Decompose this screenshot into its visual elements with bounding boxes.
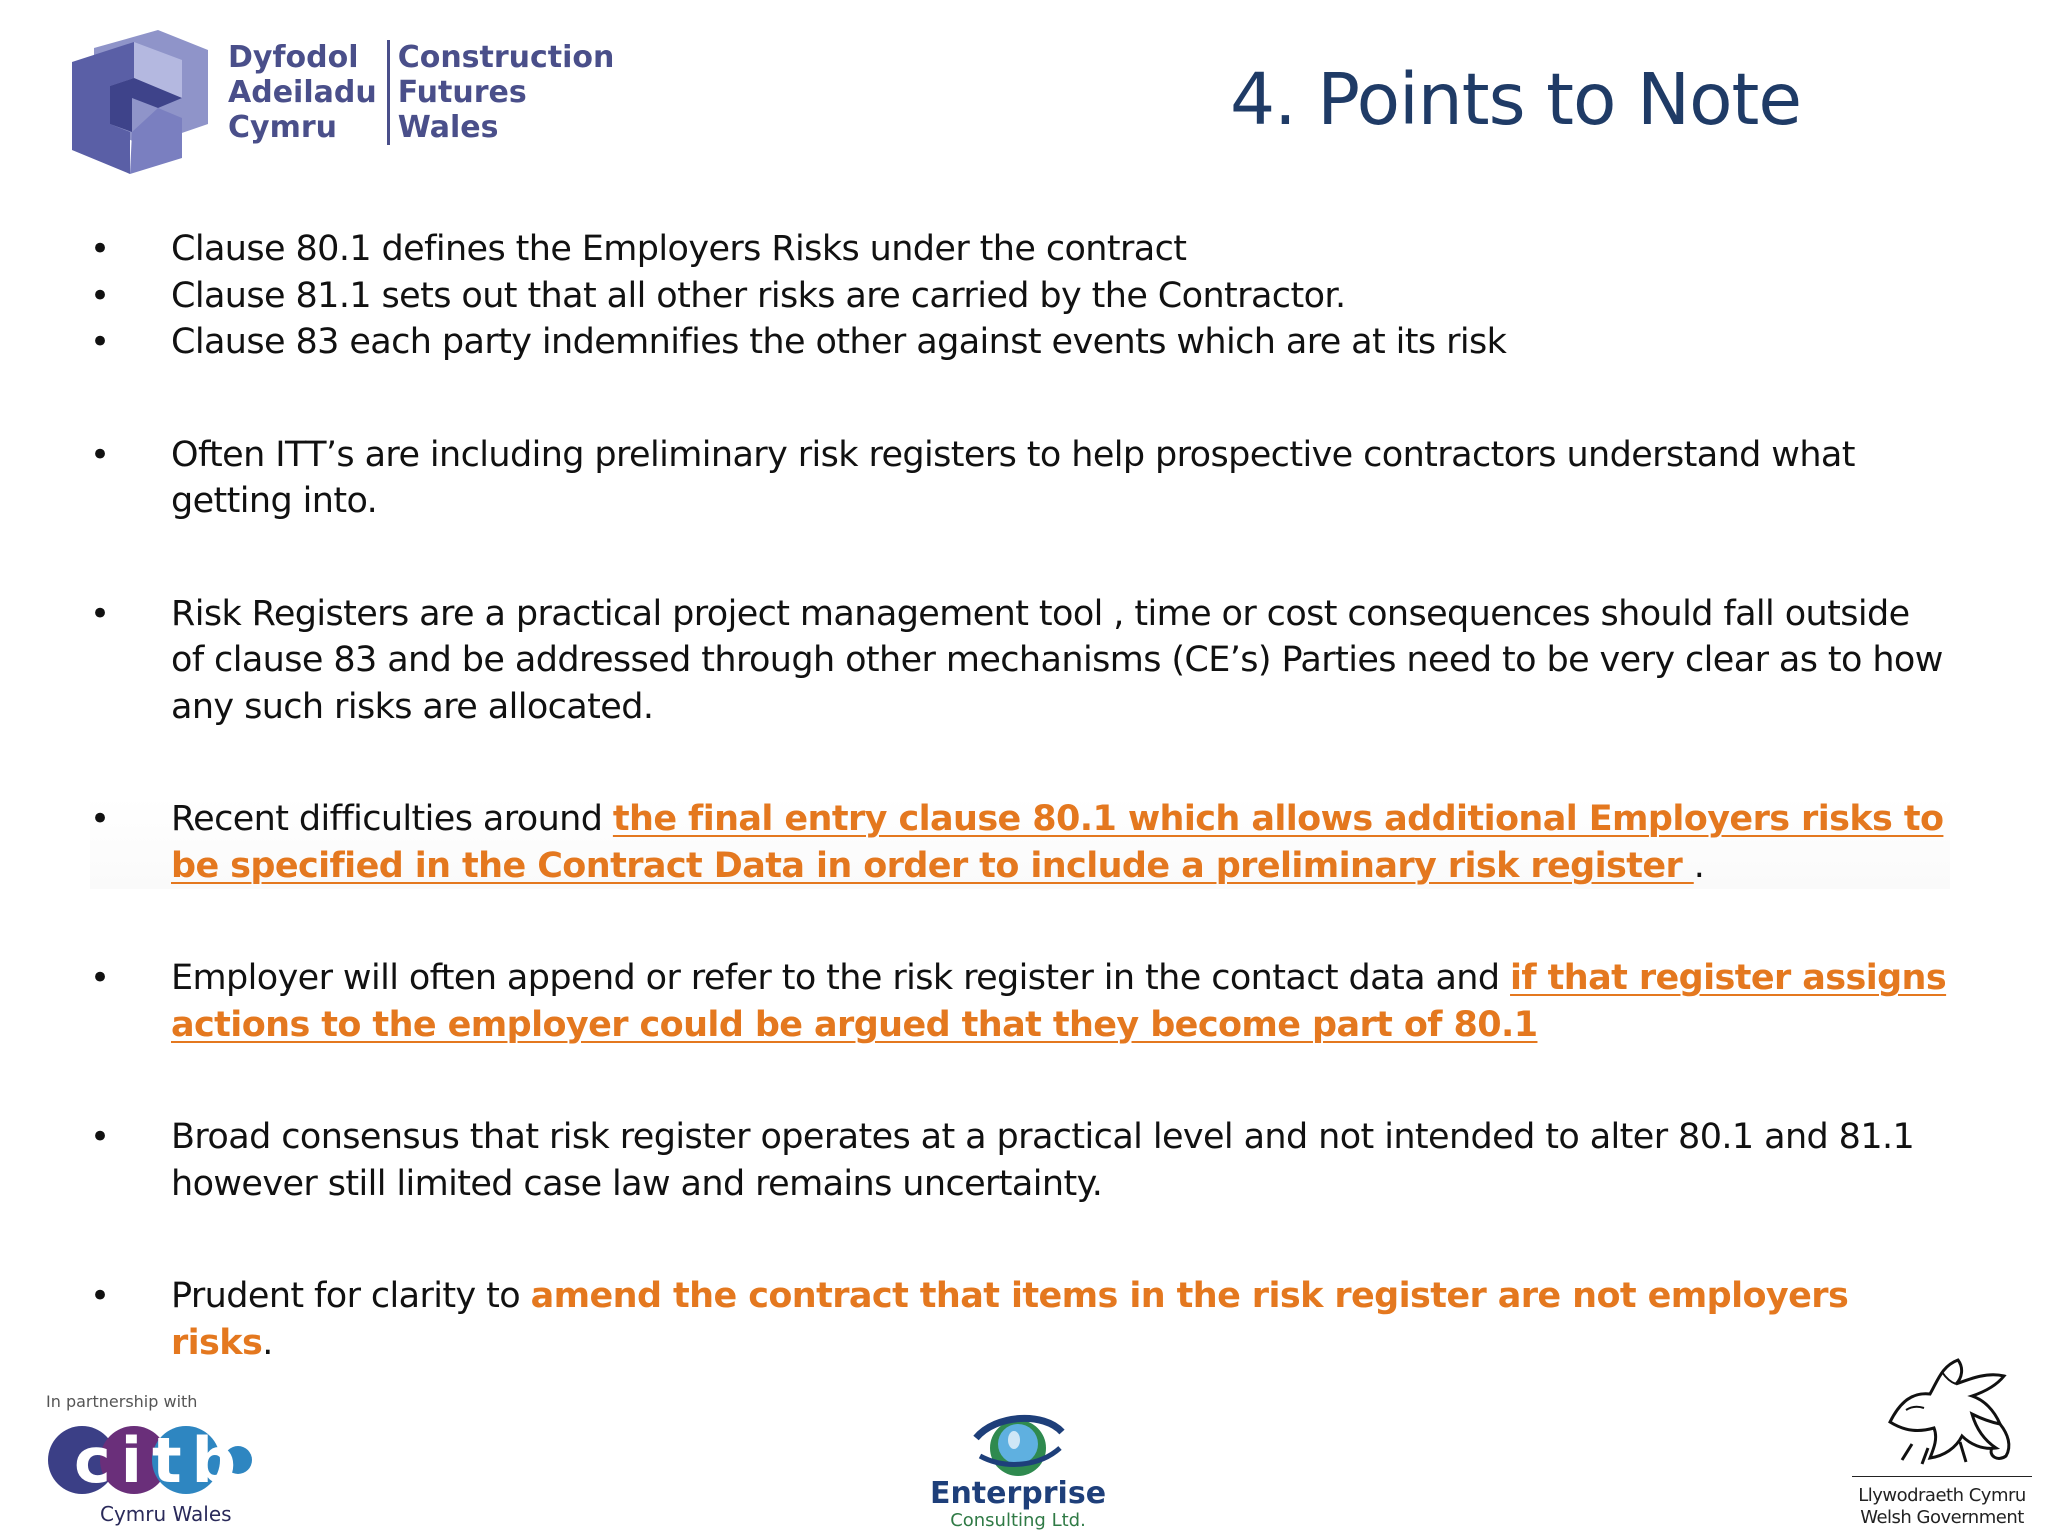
logo-english-line: Futures xyxy=(397,75,527,110)
bullet-item xyxy=(90,226,1950,273)
enterprise-subtitle: Consulting Ltd. xyxy=(950,1510,1086,1531)
welsh-gov-line-welsh: Llywodraeth Cymru xyxy=(1852,1476,2032,1506)
enterprise-name: Enterprise xyxy=(929,1476,1107,1511)
highlighted-text: if that register assigns actions to the employer could be argued that they become part of 80.1 xyxy=(171,958,1947,1045)
logo-english-line: Construction xyxy=(397,40,615,75)
highlighted-text: amend the contract that items in the risk register are not employers risks xyxy=(171,1276,1849,1363)
logo-welsh-line: Dyfodol xyxy=(228,40,359,75)
bullet-text: Broad consensus that risk register operates at a practical level and not intended to alter 80.1 and 81.1 however still limited case law and remains uncertainty. xyxy=(171,1117,1915,1204)
bullet-text: Clause 81.1 sets out that all other risks are carried by the Contractor. xyxy=(171,275,1346,316)
bullet-item xyxy=(90,796,1950,889)
bullet-text: . xyxy=(262,1322,273,1363)
citb-wordmark: citb xyxy=(74,1424,247,1497)
bullet-text: Risk Registers are a practical project management tool , time or cost consequences should fall outside of clause 83 and be addressed through other mechanisms (CE’s) Parties need to be very clear as to how any such risks are allocated. xyxy=(171,593,1943,727)
citb-logo-icon xyxy=(44,1406,254,1510)
bullet-text: Prudent for clarity to xyxy=(171,1276,531,1316)
bullet-text: Recent difficulties around xyxy=(171,799,613,839)
welsh-government-logo xyxy=(1852,1352,2032,1532)
bullet-text: . xyxy=(1693,845,1705,886)
construction-futures-wales-logo xyxy=(72,28,615,178)
logo-welsh-line: Adeiladu xyxy=(228,75,377,110)
bullet-item xyxy=(90,319,1950,366)
bullet-text: Clause 83 each party indemnifies the other against events which are at its risk xyxy=(171,322,1507,362)
highlighted-text: the final entry clause 80.1 which allows additional Employers risks to be specified in the Contract Data in order to include a preliminary risk register xyxy=(171,799,1944,886)
bullet-list xyxy=(90,226,1950,1366)
citb-subtitle: Cymru Wales xyxy=(100,1502,232,1526)
logo-welsh-line: Cymru xyxy=(228,110,337,145)
bullet-item xyxy=(90,591,1950,731)
citb-logo xyxy=(44,1392,254,1528)
citb-caption: In partnership with xyxy=(46,1392,198,1411)
bullet-item xyxy=(90,955,1950,1048)
enterprise-globe-icon xyxy=(966,1408,1070,1480)
bullet-item xyxy=(90,273,1950,320)
slide-title: 4. Points to Note xyxy=(1230,58,1802,141)
cube-logo-icon xyxy=(72,28,212,176)
logo-english-line: Wales xyxy=(397,110,499,145)
welsh-dragon-icon xyxy=(1872,1352,2022,1472)
welsh-gov-line-english: Welsh Government xyxy=(1860,1507,2024,1528)
bullet-text: Employer will often append or refer to the risk register in the contact data and xyxy=(171,958,1511,998)
bullet-item xyxy=(90,1114,1950,1207)
bullet-text: Often ITT’s are including preliminary risk registers to help prospective contractors understand what getting into. xyxy=(171,434,1855,521)
bullet-item xyxy=(90,432,1950,525)
bullet-item xyxy=(90,1273,1950,1366)
enterprise-consulting-logo xyxy=(918,1408,1118,1532)
bullet-text: Clause 80.1 defines the Employers Risks under the contract xyxy=(171,229,1187,269)
